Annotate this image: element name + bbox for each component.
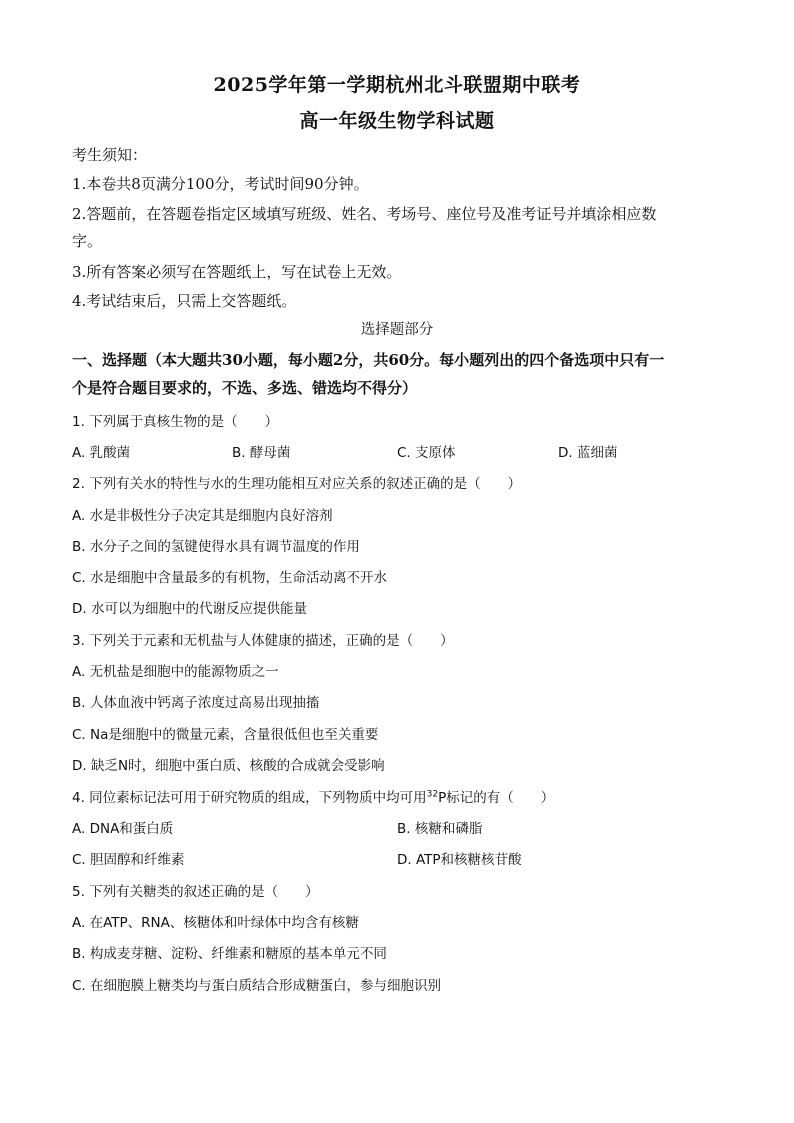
question-4-option-b: B. 核糖和磷脂 [397,821,483,837]
question-3-option-b: B. 人体血液中钙离子浓度过高易出现抽搐 [72,695,320,711]
question-3-option-c: C. Na是细胞中的微量元素，含量很低但也至关重要 [72,727,379,743]
question-5-option-b: B. 构成麦芽糖、淀粉、纤维素和糖原的基本单元不同 [72,946,387,962]
section-instructions-2: 个是符合题目要求的，不选、多选、错选均不得分） [72,379,418,397]
question-3-stem: 3. 下列关于元素和无机盐与人体健康的描述，正确的是（ ） [72,633,454,649]
exam-title: 2025学年第一学期杭州北斗联盟期中联考 [213,74,581,96]
question-4-option-c: C. 胆固醇和纤维素 [72,852,185,868]
notice-item-3: 3.所有答案必须写在答题纸上，写在试卷上无效。 [72,263,402,281]
question-4-option-a: A. DNA和蛋白质 [72,821,174,837]
question-4-isotope-mass: 32 [426,789,439,800]
section-instructions-1: 一、选择题（本大题共30小题，每小题2分，共60分。每小题列出的四个备选项中只有一 [72,351,665,369]
notice-item-4: 4.考试结束后，只需上交答题纸。 [72,292,297,310]
question-1-option-d: D. 蓝细菌 [558,445,618,461]
question-2-option-b: B. 水分子之间的氢键使得水具有调节温度的作用 [72,539,360,555]
notice-item-2-cont: 字。 [72,232,103,250]
notice-heading: 考生须知： [72,146,148,164]
question-1-option-a: A. 乳酸菌 [72,445,131,461]
question-4-option-d: D. ATP和核糖核苷酸 [397,852,522,868]
question-5-stem: 5. 下列有关糖类的叙述正确的是（ ） [72,884,319,900]
question-1-option-b: B. 酵母菌 [232,445,291,461]
notice-item-1: 1.本卷共8页满分100分，考试时间90分钟。 [72,175,369,193]
question-4-stem-suffix: P标记的有（ ） [438,790,555,806]
question-1-stem: 1. 下列属于真核生物的是（ ） [72,414,279,430]
question-1-option-c: C. 支原体 [397,445,456,461]
section-title: 选择题部分 [360,322,434,338]
question-2-option-a: A. 水是非极性分子决定其是细胞内良好溶剂 [72,508,333,524]
question-2-option-c: C. 水是细胞中含量最多的有机物，生命活动离不开水 [72,570,388,586]
question-4-stem [72,788,722,808]
question-5-option-c: C. 在细胞膜上糖类均与蛋白质结合形成糖蛋白，参与细胞识别 [72,978,442,994]
notice-item-2: 2.答题前，在答题卷指定区域填写班级、姓名、考场号、座位号及准考证号并填涂相应数 [72,205,657,223]
question-5-option-a: A. 在ATP、RNA、核糖体和叶绿体中均含有核糖 [72,915,359,931]
exam-subtitle: 高一年级生物学科试题 [299,110,495,132]
question-4-stem-prefix: 4. 同位素标记法可用于研究物质的组成，下列物质中均可用 [72,790,427,806]
question-3-option-d: D. 缺乏N时，细胞中蛋白质、核酸的合成就会受影响 [72,758,385,774]
question-3-option-a: A. 无机盐是细胞中的能源物质之一 [72,664,279,680]
question-2-option-d: D. 水可以为细胞中的代谢反应提供能量 [72,601,307,617]
question-2-stem: 2. 下列有关水的特性与水的生理功能相互对应关系的叙述正确的是（ ） [72,476,522,492]
